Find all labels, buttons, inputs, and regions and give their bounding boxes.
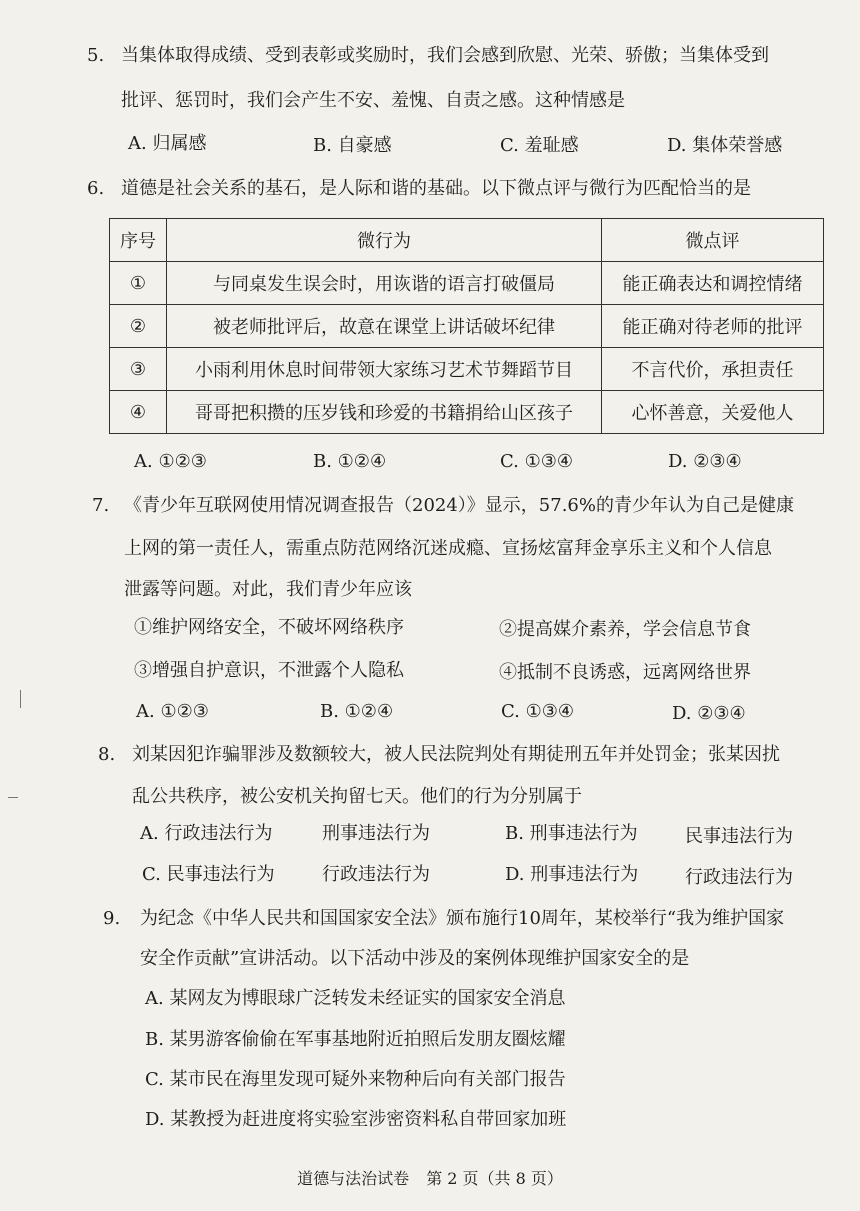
option-a[interactable]: A. ①②③ bbox=[134, 451, 207, 472]
option-b[interactable]: B. 刑事违法行为 bbox=[505, 823, 638, 844]
question-stem: 《青少年互联网使用情况调查报告（2024）》显示，57.6%的青少年认为自己是健康 bbox=[124, 495, 794, 516]
statement-3: ③增强自护意识，不泄露个人隐私 bbox=[134, 660, 404, 681]
option-d[interactable]: D. ②③④ bbox=[672, 703, 746, 724]
table-cell: ④ bbox=[110, 391, 167, 434]
option-a[interactable]: A. 某网友为博眼球广泛转发未经证实的国家安全消息 bbox=[145, 988, 566, 1009]
option-a-second: 刑事违法行为 bbox=[322, 823, 430, 844]
table-row bbox=[110, 391, 824, 434]
question-stem: 乱公共秩序，被公安机关拘留七天。他们的行为分别属于 bbox=[132, 786, 582, 807]
page-footer bbox=[0, 1166, 860, 1189]
table-cell: 能正确表达和调控情绪 bbox=[602, 262, 824, 305]
margin-mark bbox=[20, 690, 21, 708]
option-c[interactable]: C. 民事违法行为 bbox=[142, 864, 275, 885]
question-number: 9. bbox=[103, 908, 121, 929]
table-cell: 与同桌发生误会时，用诙谐的语言打破僵局 bbox=[167, 262, 602, 305]
option-d[interactable]: D. 集体荣誉感 bbox=[667, 135, 783, 156]
option-c[interactable]: C. 羞耻感 bbox=[500, 135, 579, 156]
option-c[interactable]: C. ①③④ bbox=[500, 451, 573, 472]
table-cell: 小雨利用休息时间带领大家练习艺术节舞蹈节目 bbox=[167, 348, 602, 391]
table-header-row bbox=[110, 219, 824, 262]
option-b[interactable]: B. ①②④ bbox=[313, 451, 387, 472]
option-b[interactable]: B. 自豪感 bbox=[313, 135, 392, 156]
table-cell: 不言代价，承担责任 bbox=[602, 348, 824, 391]
option-d[interactable]: D. 刑事违法行为 bbox=[505, 864, 639, 885]
option-b-second: 民事违法行为 bbox=[685, 826, 793, 847]
option-c[interactable]: C. ①③④ bbox=[501, 701, 574, 722]
question-stem: 批评、惩罚时，我们会产生不安、羞愧、自责之感。这种情感是 bbox=[121, 90, 625, 111]
statement-4: ④抵制不良诱惑，远离网络世界 bbox=[499, 662, 751, 683]
statement-2: ②提高媒介素养，学会信息节食 bbox=[499, 619, 751, 640]
option-d-second: 行政违法行为 bbox=[685, 867, 793, 888]
question-number: 5. bbox=[87, 45, 105, 66]
question-stem: 上网的第一责任人，需重点防范网络沉迷成瘾、宣扬炫富拜金享乐主义和个人信息 bbox=[124, 538, 772, 559]
statement-1: ①维护网络安全，不破坏网络秩序 bbox=[134, 617, 404, 638]
option-c[interactable]: C. 某市民在海里发现可疑外来物种后向有关部门报告 bbox=[145, 1069, 566, 1090]
option-d[interactable]: D. 某教授为赶进度将实验室涉密资料私自带回家加班 bbox=[145, 1109, 567, 1130]
table-cell: 心怀善意，关爱他人 bbox=[602, 391, 824, 434]
option-a[interactable]: A. 归属感 bbox=[128, 133, 207, 154]
question-stem: 安全作贡献”宣讲活动。以下活动中涉及的案例体现维护国家安全的是 bbox=[140, 948, 690, 969]
option-b[interactable]: B. 某男游客偷偷在军事基地附近拍照后发朋友圈炫耀 bbox=[145, 1029, 566, 1050]
option-c-second: 行政违法行为 bbox=[322, 864, 430, 885]
option-a[interactable]: A. 行政违法行为 bbox=[140, 823, 273, 844]
table-cell: 被老师批评后，故意在课堂上讲话破坏纪律 bbox=[167, 305, 602, 348]
footer-page-number: 第 2 页（共 8 页） bbox=[426, 1169, 563, 1188]
question-number: 7. bbox=[92, 495, 110, 516]
question-stem: 当集体取得成绩、受到表彰或奖励时，我们会感到欣慰、光荣、骄傲；当集体受到 bbox=[121, 45, 769, 66]
table-row bbox=[110, 305, 824, 348]
question-number: 6. bbox=[87, 178, 105, 199]
header-cell: 微行为 bbox=[167, 219, 602, 262]
question-stem: 泄露等问题。对此，我们青少年应该 bbox=[124, 579, 412, 600]
table-cell: ① bbox=[110, 262, 167, 305]
table-cell: 能正确对待老师的批评 bbox=[602, 305, 824, 348]
table-cell: ② bbox=[110, 305, 167, 348]
margin-mark bbox=[8, 797, 18, 798]
header-cell: 序号 bbox=[110, 219, 167, 262]
behavior-table bbox=[109, 218, 824, 434]
footer-subject: 道德与法治试卷 bbox=[297, 1169, 410, 1188]
table-row bbox=[110, 348, 824, 391]
question-number: 8. bbox=[98, 744, 116, 765]
question-stem: 刘某因犯诈骗罪涉及数额较大，被人民法院判处有期徒刑五年并处罚金；张某因扰 bbox=[132, 744, 780, 765]
question-stem: 为纪念《中华人民共和国国家安全法》颁布施行10周年，某校举行“我为维护国家 bbox=[140, 908, 785, 929]
option-a[interactable]: A. ①②③ bbox=[136, 701, 209, 722]
table-cell: 哥哥把积攒的压岁钱和珍爱的书籍捐给山区孩子 bbox=[167, 391, 602, 434]
option-d[interactable]: D. ②③④ bbox=[668, 451, 742, 472]
table-cell: ③ bbox=[110, 348, 167, 391]
option-b[interactable]: B. ①②④ bbox=[320, 701, 394, 722]
question-stem: 道德是社会关系的基石，是人际和谐的基础。以下微点评与微行为匹配恰当的是 bbox=[121, 178, 751, 199]
header-cell: 微点评 bbox=[602, 219, 824, 262]
table-row bbox=[110, 262, 824, 305]
